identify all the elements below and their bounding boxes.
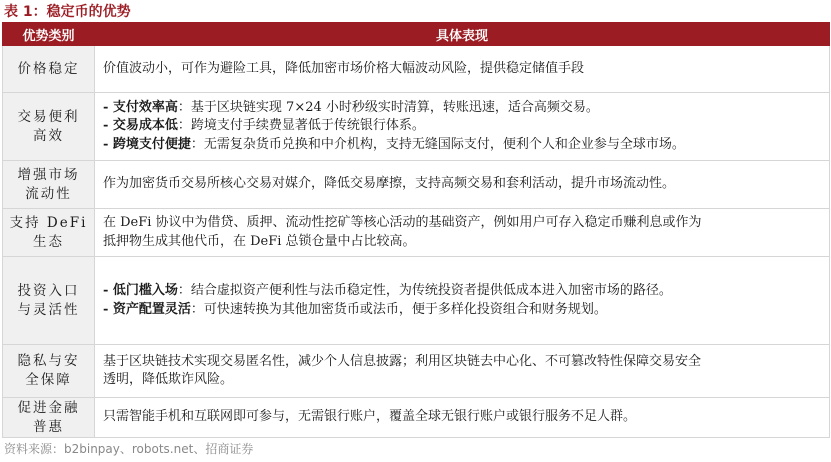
description-line (103, 136, 821, 155)
table-row (3, 209, 830, 257)
description-text: 在 DeFi 协议中为借贷、质押、流动性挖矿等核心活动的基础资产，例如用户可存入稳定币赚利息或作为 (103, 215, 702, 230)
description-line (103, 175, 821, 194)
bullet-heading: - 交易成本低 (103, 118, 178, 134)
description-text: 只需智能手机和互联网即可参与，无需银行账户，覆盖全球无银行账户或银行服务不足人群。 (103, 409, 637, 425)
table-body (3, 46, 830, 438)
description-text: 作为加密货币交易所核心交易对媒介，降低交易摩擦，支持高频交易和套利活动，提升市场流动性。 (103, 176, 676, 192)
bullet-heading: - 低门槛入场 (103, 283, 178, 298)
description-cell (95, 93, 830, 161)
table-header-row (3, 23, 830, 46)
category-line: 流动性 (25, 185, 72, 202)
header-category: 优势类别 (3, 23, 95, 46)
description-cell (95, 398, 830, 438)
description-cell (95, 161, 830, 209)
advantages-table (2, 22, 830, 438)
category-line: 高效 (33, 127, 64, 144)
description-text: ：跨境支付手续费显著低于传统银行体系。 (177, 118, 425, 134)
description-text: ：结合虚拟资产便利性与法币稳定性，为传统投资者提供低成本进入加密市场的路径。 (177, 283, 672, 298)
table-row (3, 161, 830, 209)
bullet-heading: - 跨境支付便捷 (103, 136, 191, 152)
category-line: 全保障 (25, 372, 72, 388)
description-line (103, 117, 821, 136)
category-cell (3, 209, 95, 257)
category-line: 支持 DeFi (9, 214, 88, 231)
category-cell (3, 93, 95, 161)
category-line: 普惠 (33, 418, 64, 435)
description-text: ：无需复杂货币兑换和中介机构，支持无缝国际支付，便利个人和企业参与全球市场。 (190, 136, 685, 152)
category-line: 促进金融 (17, 399, 80, 416)
description-text: 透明，降低欺诈风险。 (103, 372, 234, 387)
description-text: 抵押物生成其他代币，在 DeFi 总锁仓量中占比较高。 (103, 233, 416, 249)
description-line (103, 408, 821, 427)
description-text: 价值波动小，可作为避险工具，降低加密市场价格大幅波动风险，提供稳定储值手段 (103, 60, 585, 76)
category-cell (3, 345, 95, 398)
category-cell (3, 398, 95, 438)
category-line: 交易便利 (17, 108, 80, 125)
category-line: 增强市场 (17, 166, 80, 183)
table-row (3, 398, 830, 438)
description-cell (95, 209, 830, 257)
description-line (103, 301, 821, 320)
description-line (103, 233, 821, 252)
description-text: 基于区块链技术实现交易匿名性，减少个人信息披露；利用区块链去中心化、不可篡改特性保障交易安全 (103, 353, 702, 369)
category-line: 隐私与安 (17, 353, 80, 369)
description-line (103, 60, 821, 79)
table-caption: 表 1：稳定币的优势 (4, 4, 131, 20)
category-line: 投资入口 (17, 282, 80, 299)
category-line: 生态 (33, 233, 64, 250)
description-cell (95, 345, 830, 398)
category-cell (3, 46, 95, 93)
description-line (103, 353, 821, 372)
category-cell (3, 257, 95, 345)
category-line: 与灵活性 (17, 301, 80, 318)
source-note: 资料来源：b2binpay、robots.net、招商证券 (4, 442, 254, 456)
header-details: 具体表现 (95, 23, 830, 46)
table-row (3, 345, 830, 398)
description-text: ：基于区块链实现 7×24 小时秒级实时清算，转账迅速，适合高频交易。 (177, 99, 599, 115)
bullet-heading: - 资产配置灵活 (103, 301, 191, 317)
table-row (3, 93, 830, 161)
description-cell (95, 46, 830, 93)
bullet-heading: - 支付效率高 (103, 99, 178, 115)
description-line (103, 282, 821, 301)
description-line (103, 214, 821, 233)
description-text: ：可快速转换为其他加密货币或法币，便于多样化投资组合和财务规划。 (190, 301, 607, 317)
description-line (103, 371, 821, 390)
description-line (103, 99, 821, 118)
table-row (3, 46, 830, 93)
table-row (3, 257, 830, 345)
category-line: 价格稳定 (17, 60, 80, 77)
category-cell (3, 161, 95, 209)
description-cell (95, 257, 830, 345)
